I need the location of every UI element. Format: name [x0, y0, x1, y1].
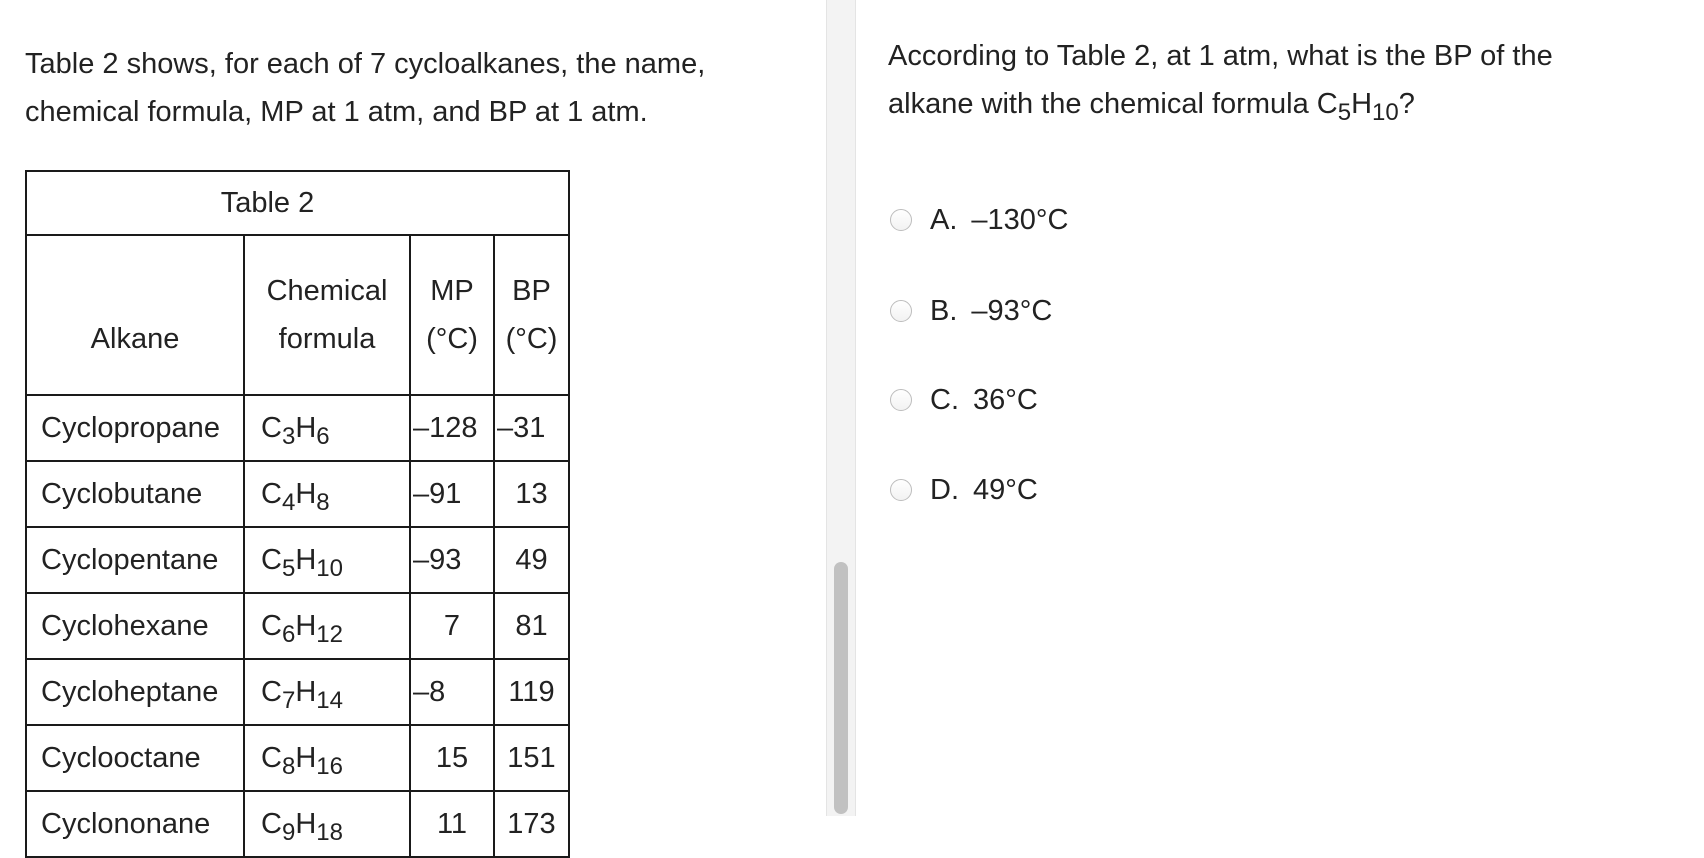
cell-bp: 49 [494, 527, 569, 593]
cell-formula: $C_7H_{14}$ [244, 659, 410, 725]
header-alkane: Alkane [26, 235, 244, 395]
answer-option-c[interactable] [890, 380, 1038, 420]
table-row [26, 725, 569, 791]
header-mp-line-2: (°C) [426, 323, 478, 355]
header-bp-line-1: BP [512, 275, 551, 307]
cell-mp: –93 [410, 527, 494, 593]
cell-mp: –91 [410, 461, 494, 527]
cell-mp: 11 [410, 791, 494, 857]
cell-mp: 7 [410, 593, 494, 659]
question-stem [888, 32, 1678, 128]
cell-mp: 15 [410, 725, 494, 791]
data-table [25, 170, 570, 858]
table-row [26, 461, 569, 527]
option-text: 49°C [973, 473, 1038, 506]
header-bp [494, 235, 569, 395]
table-row [26, 527, 569, 593]
cell-bp: 151 [494, 725, 569, 791]
question-line-1: According to Table 2, at 1 atm, what is the BP of the [888, 40, 1553, 72]
cell-formula: $C_5H_{10}$ [244, 527, 410, 593]
option-text: –93°C [971, 294, 1053, 327]
radio-button[interactable] [890, 300, 912, 322]
cell-bp: 13 [494, 461, 569, 527]
table-row [26, 791, 569, 857]
table-row [26, 593, 569, 659]
cell-bp: –31 [494, 395, 569, 461]
table-row [26, 395, 569, 461]
radio-button[interactable] [890, 479, 912, 501]
option-text: 36°C [973, 383, 1038, 416]
table-caption-text: Table 2 [220, 186, 315, 219]
cell-bp: 119 [494, 659, 569, 725]
cell-alkane-name: Cyclononane [26, 791, 244, 857]
passage-intro-line-1: Table 2 shows, for each of 7 cycloalkanes, the name, [25, 48, 706, 80]
option-text: –130°C [971, 203, 1069, 236]
cell-formula: $C_9H_{18}$ [244, 791, 410, 857]
scrollbar-thumb[interactable] [834, 562, 848, 814]
option-letter: B. [930, 294, 958, 327]
cell-alkane-name: Cyclobutane [26, 461, 244, 527]
header-chemical-formula [244, 235, 410, 395]
question-line-2: alkane with the chemical formula $C_5H_{10}$? [888, 88, 1415, 126]
table-row [26, 659, 569, 725]
passage-intro-line-2: chemical formula, MP at 1 atm, and BP at 1 atm. [25, 96, 648, 128]
passage-intro [25, 40, 785, 136]
header-mp-line-1: MP [430, 275, 474, 307]
cell-bp: 81 [494, 593, 569, 659]
cell-formula: $C_4H_8$ [244, 461, 410, 527]
header-bp-line-2: (°C) [505, 323, 558, 355]
passage-pane [0, 0, 826, 846]
header-formula-line-1: Chemical [266, 275, 388, 307]
table-caption [26, 171, 569, 235]
option-letter: A. [930, 203, 958, 236]
option-letter: C. [930, 383, 959, 416]
answer-option-d[interactable] [890, 470, 1038, 510]
question-pane [856, 0, 1704, 816]
radio-button[interactable] [890, 209, 912, 231]
cell-formula: $C_6H_{12}$ [244, 593, 410, 659]
cell-alkane-name: Cyclopentane [26, 527, 244, 593]
header-mp [410, 235, 494, 395]
table-header-row [26, 235, 569, 395]
cell-formula: $C_3H_6$ [244, 395, 410, 461]
cell-mp: –8 [410, 659, 494, 725]
answer-option-a[interactable] [890, 200, 1068, 240]
cell-bp: 173 [494, 791, 569, 857]
cell-alkane-name: Cyclooctane [26, 725, 244, 791]
header-formula-line-2: formula [278, 323, 376, 355]
cell-mp: –128 [410, 395, 494, 461]
cell-alkane-name: Cycloheptane [26, 659, 244, 725]
cell-alkane-name: Cyclopropane [26, 395, 244, 461]
option-letter: D. [930, 473, 959, 506]
radio-button[interactable] [890, 389, 912, 411]
answer-option-b[interactable] [890, 291, 1052, 331]
cell-alkane-name: Cyclohexane [26, 593, 244, 659]
cell-formula: $C_8H_{16}$ [244, 725, 410, 791]
